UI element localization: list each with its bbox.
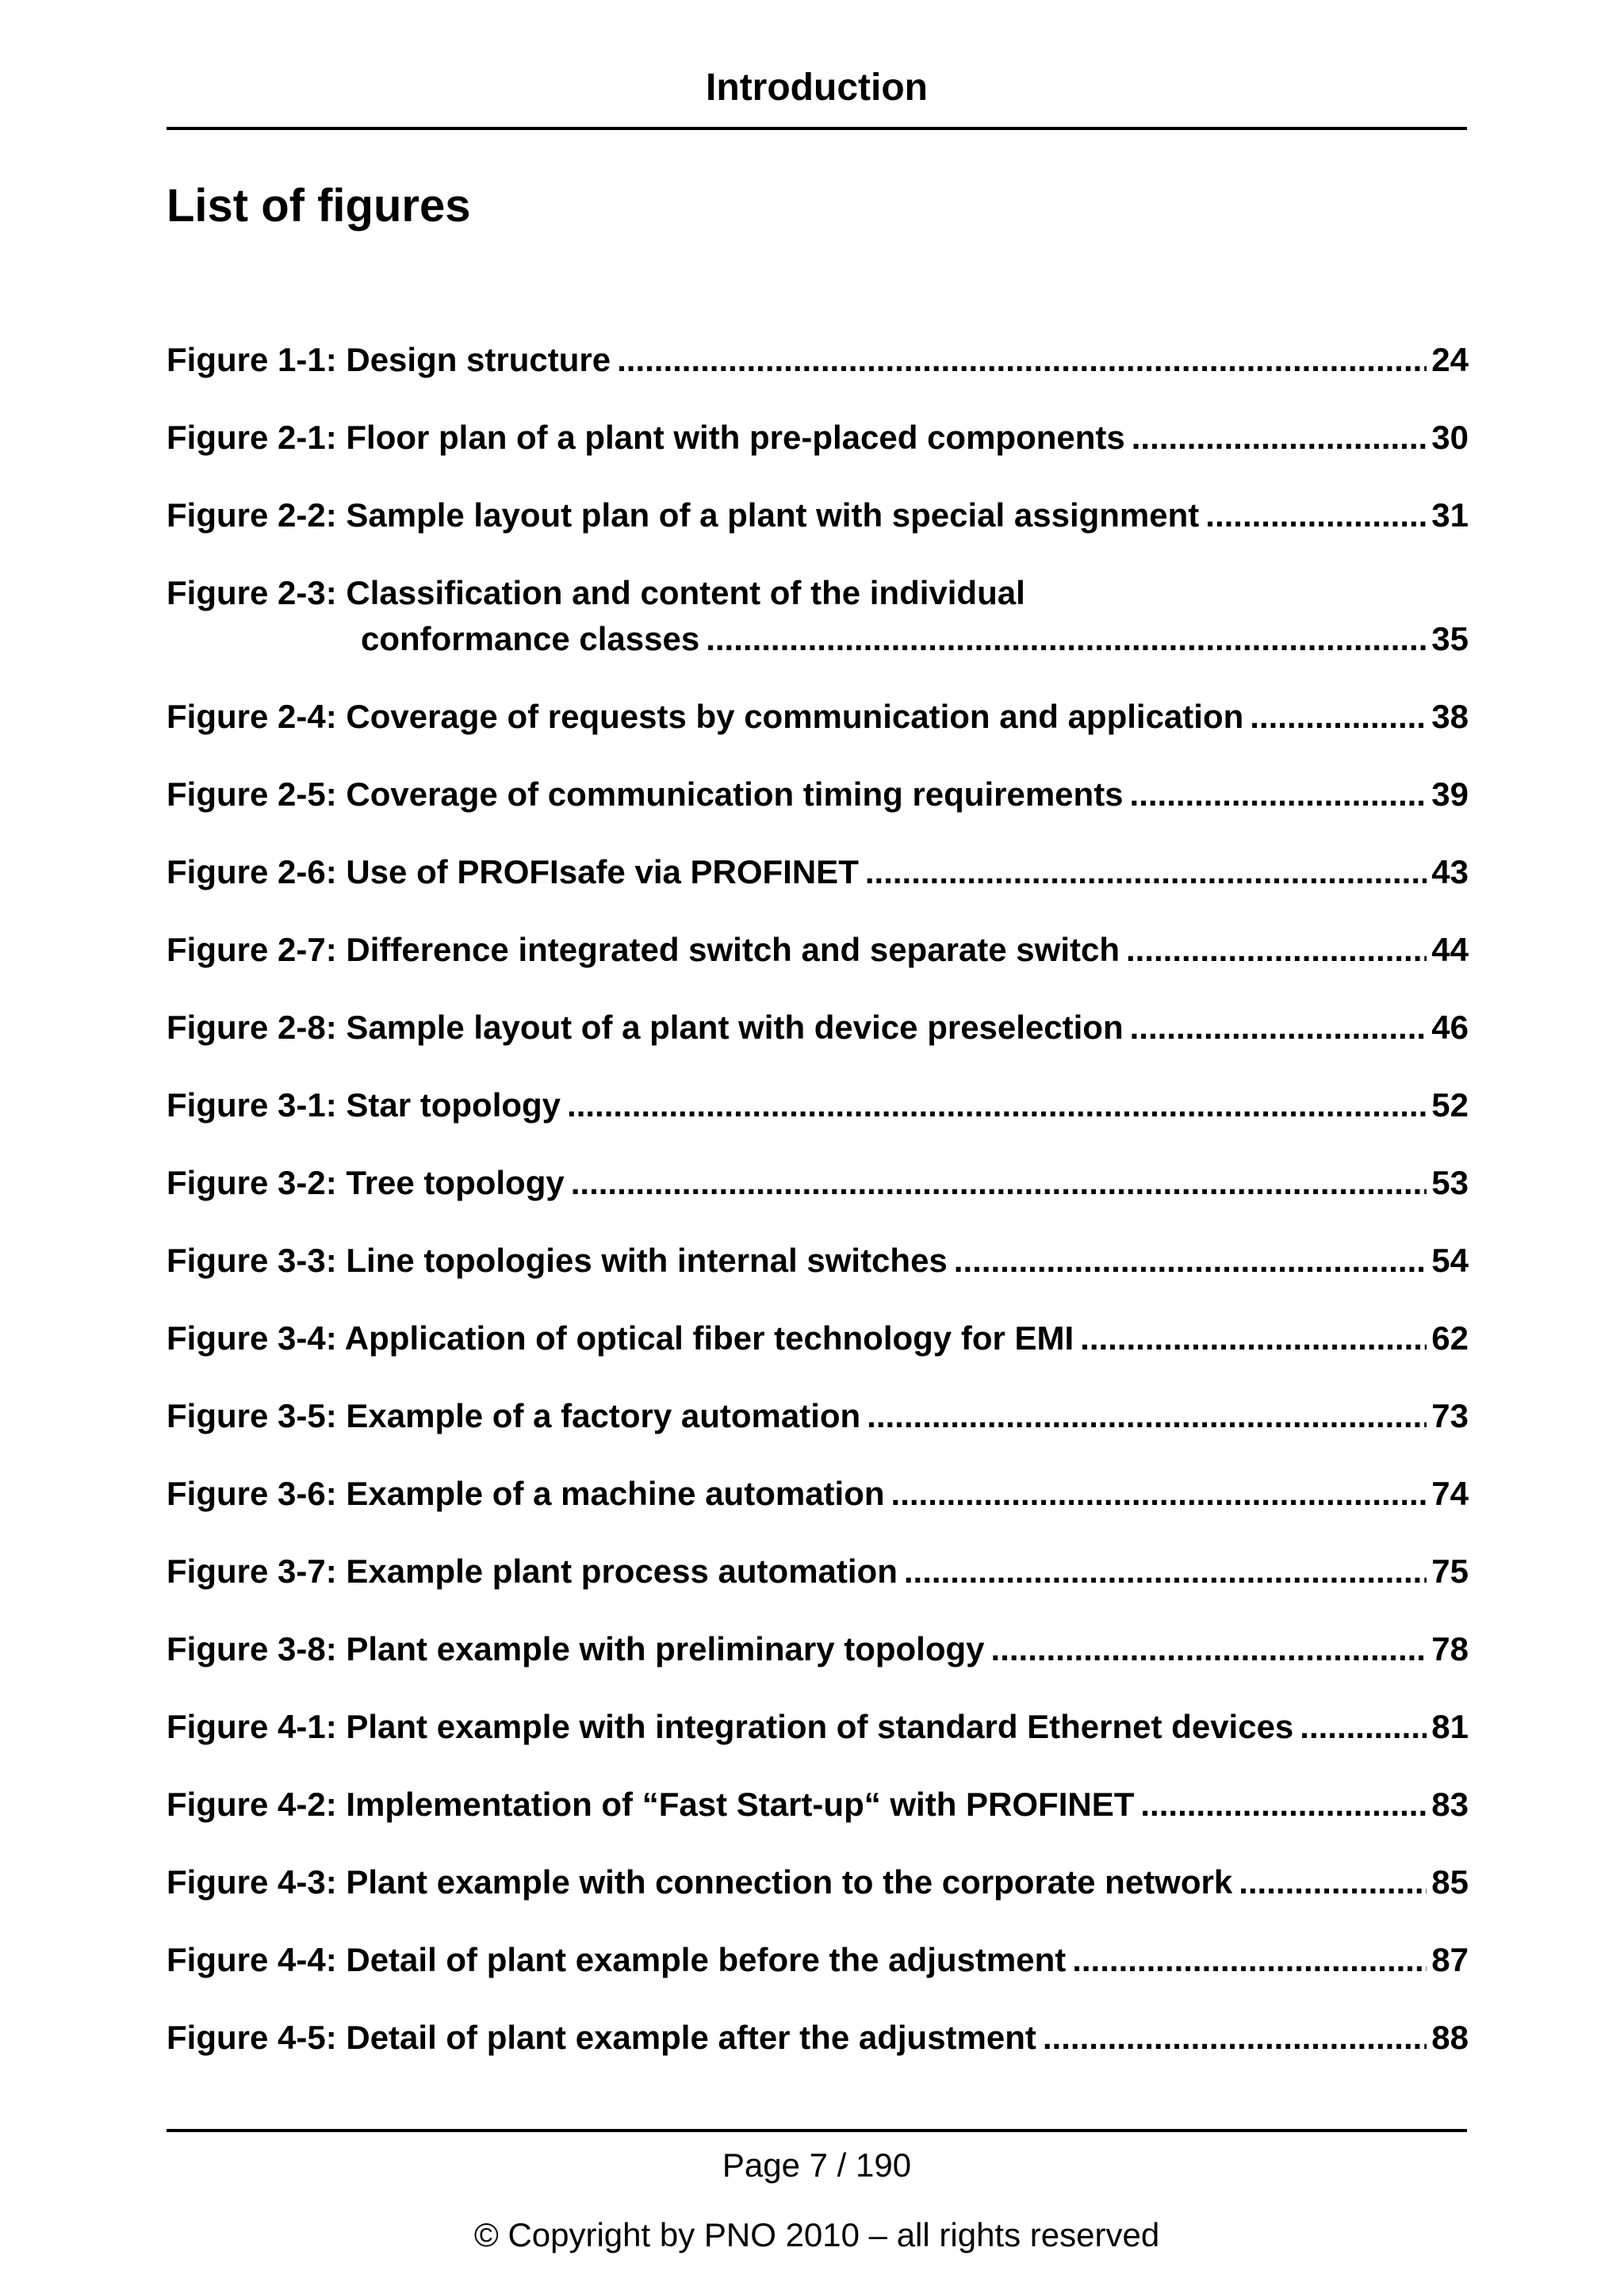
- toc-entry-page: 24: [1431, 341, 1469, 378]
- toc-entry-page: 78: [1431, 1630, 1469, 1667]
- dot-leader: [954, 1238, 1427, 1284]
- list-of-figures: [167, 337, 1469, 2092]
- dot-leader: [1080, 1315, 1427, 1361]
- toc-entry-page: 31: [1431, 496, 1469, 534]
- toc-entry-label: Figure 4-1: Plant example with integration of standard Ethernet devices: [167, 1708, 1294, 1745]
- toc-entry-page: 43: [1431, 853, 1469, 890]
- dot-leader: [865, 849, 1427, 895]
- toc-entry-page: 54: [1431, 1242, 1469, 1279]
- toc-entry-label: Figure 3-1: Star topology: [167, 1086, 561, 1124]
- toc-entry-label: Figure 4-2: Implementation of “Fast Start-up“ with PROFINET: [167, 1786, 1135, 1823]
- toc-entry[interactable]: [167, 415, 1469, 461]
- toc-entry[interactable]: [167, 694, 1469, 740]
- toc-entry[interactable]: [167, 1160, 1469, 1206]
- dot-leader: [571, 1160, 1427, 1206]
- toc-entry[interactable]: [167, 927, 1469, 973]
- toc-entry-label: Figure 2-2: Sample layout plan of a plant with special assignment: [167, 496, 1200, 534]
- page-number: Page 7 / 190: [722, 2146, 912, 2184]
- toc-entry-label: Figure 4-4: Detail of plant example before the adjustment: [167, 1941, 1067, 1978]
- toc-entry[interactable]: [167, 2015, 1469, 2061]
- toc-entry[interactable]: [167, 337, 1469, 383]
- toc-entry-page: 44: [1431, 931, 1469, 968]
- toc-entry-label: Figure 2-4: Coverage of requests by communication and application: [167, 698, 1244, 735]
- dot-leader: [1130, 771, 1427, 817]
- toc-entry-label: Figure 3-4: Application of optical fiber technology for EMI: [167, 1319, 1074, 1357]
- dot-leader: [1126, 927, 1427, 973]
- dot-leader: [1132, 415, 1427, 461]
- toc-entry-label: Figure 3-3: Line topologies with internal switches: [167, 1242, 948, 1279]
- toc-entry[interactable]: [167, 1549, 1469, 1595]
- toc-entry[interactable]: [167, 1238, 1469, 1284]
- footer-divider: [167, 2129, 1467, 2132]
- toc-entry-page: 81: [1431, 1708, 1469, 1745]
- toc-entry-label: Figure 2-1: Floor plan of a plant with pre-placed components: [167, 419, 1125, 456]
- toc-entry-label: Figure 2-8: Sample layout of a plant with device preselection: [167, 1009, 1124, 1046]
- toc-entry-label: Figure 2-5: Coverage of communication timing requirements: [167, 775, 1124, 813]
- dot-leader: [1072, 1937, 1427, 1983]
- toc-entry-page: 88: [1431, 2019, 1469, 2056]
- dot-leader: [1300, 1704, 1427, 1750]
- toc-entry-page: 38: [1431, 698, 1469, 735]
- toc-entry[interactable]: [167, 1315, 1469, 1361]
- dot-leader: [1043, 2015, 1427, 2061]
- toc-entry-page: 39: [1431, 775, 1469, 813]
- toc-entry-label: Figure 2-3: Classification and content of the individual: [167, 574, 1025, 611]
- toc-entry-page: 74: [1431, 1475, 1469, 1512]
- toc-entry[interactable]: [167, 1626, 1469, 1672]
- toc-entry-label: Figure 1-1: Design structure: [167, 341, 611, 378]
- running-header: Introduction: [706, 67, 928, 109]
- toc-entry-page: 53: [1431, 1164, 1469, 1201]
- toc-entry-label: Figure 2-6: Use of PROFIsafe via PROFINET: [167, 853, 859, 890]
- toc-entry-page: 85: [1431, 1863, 1469, 1901]
- toc-entry-page: 62: [1431, 1319, 1469, 1357]
- toc-entry-page: 83: [1431, 1786, 1469, 1823]
- toc-entry[interactable]: [167, 1471, 1469, 1517]
- toc-entry[interactable]: [167, 1937, 1469, 1983]
- toc-entry-page: 35: [1431, 620, 1469, 657]
- dot-leader: [891, 1471, 1427, 1517]
- toc-entry-label: Figure 3-7: Example plant process automation: [167, 1552, 898, 1590]
- toc-entry-label: Figure 4-5: Detail of plant example after the adjustment: [167, 2019, 1036, 2056]
- toc-entry-label: Figure 4-3: Plant example with connection to the corporate network: [167, 1863, 1233, 1901]
- dot-leader: [1239, 1859, 1427, 1905]
- dot-leader: [991, 1626, 1427, 1672]
- toc-entry-label: Figure 2-7: Difference integrated switch and separate switch: [167, 931, 1120, 968]
- toc-entry[interactable]: [167, 1082, 1469, 1128]
- toc-entry-page: 75: [1431, 1552, 1469, 1590]
- page-title: List of figures: [167, 180, 471, 232]
- toc-entry-page: 52: [1431, 1086, 1469, 1124]
- dot-leader: [1130, 1005, 1427, 1051]
- toc-entry-label: Figure 3-5: Example of a factory automation: [167, 1397, 861, 1434]
- dot-leader: [567, 1082, 1427, 1128]
- toc-entry-label: Figure 3-8: Plant example with preliminary topology: [167, 1630, 985, 1667]
- dot-leader: [706, 616, 1427, 662]
- dot-leader: [617, 337, 1427, 383]
- toc-entry[interactable]: [167, 1005, 1469, 1051]
- toc-entry[interactable]: [167, 492, 1469, 538]
- copyright-notice: © Copyright by PNO 2010 – all rights reserved: [473, 2216, 1160, 2253]
- toc-entry[interactable]: [167, 771, 1469, 817]
- dot-leader: [904, 1549, 1427, 1595]
- dot-leader: [1205, 492, 1427, 538]
- toc-entry-page: 46: [1431, 1009, 1469, 1046]
- toc-entry[interactable]: [167, 570, 1469, 662]
- toc-entry[interactable]: [167, 1859, 1469, 1905]
- toc-entry[interactable]: [167, 849, 1469, 895]
- toc-entry-label: Figure 3-2: Tree topology: [167, 1164, 565, 1201]
- toc-entry-page: 73: [1431, 1397, 1469, 1434]
- toc-entry[interactable]: [167, 1704, 1469, 1750]
- toc-entry-page: 30: [1431, 419, 1469, 456]
- toc-entry[interactable]: [167, 1782, 1469, 1828]
- toc-entry-label-continuation: conformance classes: [361, 620, 700, 657]
- toc-entry-label: Figure 3-6: Example of a machine automation: [167, 1475, 885, 1512]
- header-divider: [167, 127, 1467, 130]
- toc-entry-page: 87: [1431, 1941, 1469, 1978]
- dot-leader: [867, 1393, 1427, 1439]
- dot-leader: [1250, 694, 1427, 740]
- dot-leader: [1140, 1782, 1427, 1828]
- toc-entry[interactable]: [167, 1393, 1469, 1439]
